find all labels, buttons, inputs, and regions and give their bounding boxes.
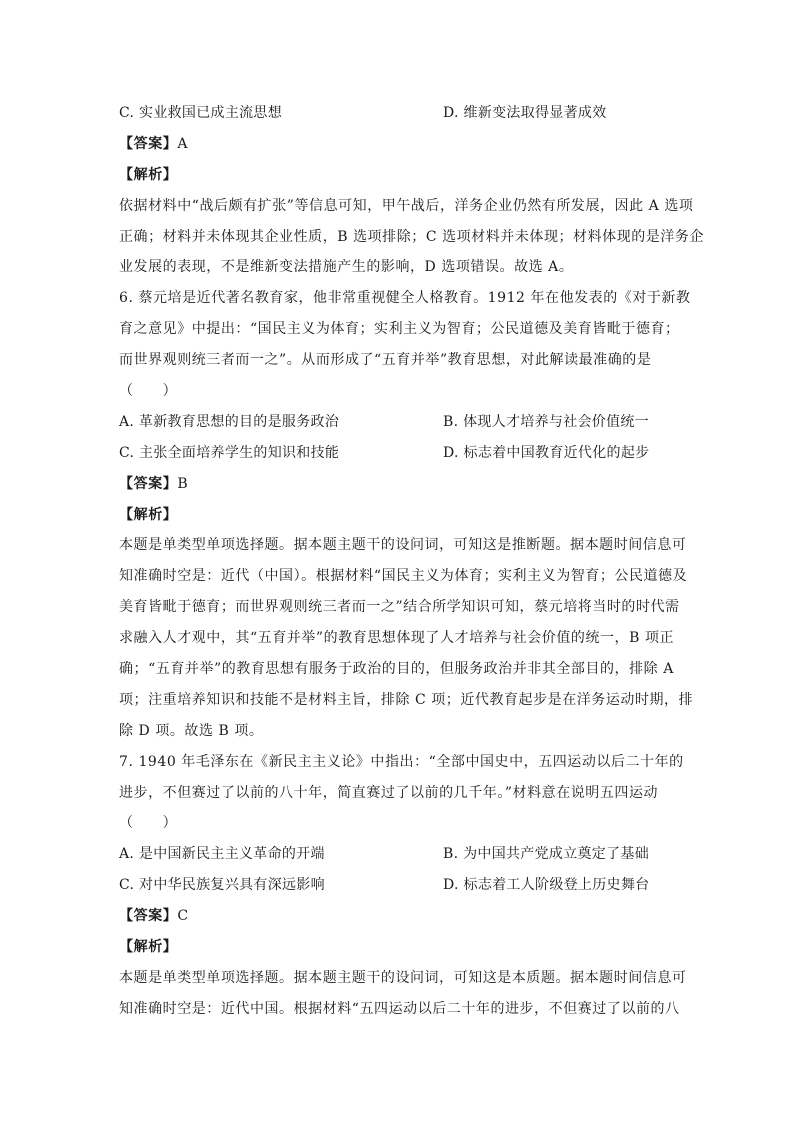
q7-analysis-heading — [119, 932, 679, 963]
q6-option-c[interactable]: C. 主张全面培养学生的知识和技能 — [119, 444, 340, 461]
analysis-label: 【解析】 — [119, 506, 178, 523]
q5-option-d[interactable]: D. 维新变法取得显著成效 — [443, 105, 607, 121]
analysis-label: 【解析】 — [119, 166, 178, 183]
answer-label: 【答案】 — [119, 475, 178, 492]
text-line: 美育皆毗于德育；而世界观则统三者而一之”结合所学知识可知，蔡元培将当时的时代需 — [119, 599, 680, 616]
q7-option-b[interactable]: B. 为中国共产党成立奠定了基础 — [443, 846, 649, 863]
text-line: 正确；材料并未体现其企业性质，B 选项排除；C 选项材料并未体现；材料体现的是洋务企 — [119, 228, 704, 245]
answer-blank: （ ） — [119, 815, 178, 832]
q5-analysis-heading — [119, 160, 679, 191]
q6-option-a[interactable]: A. 革新教育思想的目的是服务政治 — [119, 413, 340, 430]
q5-answer — [119, 129, 679, 160]
text-line: 确；“五育并举”的教育思想有服务于政治的目的，但服务政治并非其全部目的，排除 A — [119, 661, 674, 678]
answer-value: C — [177, 908, 189, 925]
q6-analysis-heading — [119, 500, 679, 531]
q5-options-row-cd — [119, 98, 679, 129]
q7-stem — [119, 747, 684, 840]
analysis-label: 【解析】 — [119, 939, 178, 956]
q6-option-d[interactable]: D. 标志着中国教育近代化的起步 — [443, 444, 650, 461]
text-line: 项；注重培养知识和技能不是材料主旨，排除 C 项；近代教育起步是在洋务运动时期，排 — [119, 691, 694, 708]
q6-answer — [119, 469, 679, 500]
q7-option-c[interactable]: C. 对中华民族复兴具有深远影响 — [119, 877, 325, 894]
answer-label: 【答案】 — [119, 135, 178, 152]
q7-answer — [119, 901, 679, 932]
text-line: 求融入人才观中，其“五育并举”的教育思想体现了人才培养与社会价值的统一，B 项正 — [119, 630, 675, 647]
text-line: 6. 蔡元培是近代著名教育家，他非常重视健全人格教育。1912 年在他发表的《对于新教 — [119, 290, 691, 307]
text-line: 而世界观则统三者而一之”。从而形成了“五育并举”教育思想，对此解读最准确的是 — [119, 352, 652, 369]
text-line: 除 D 项。故选 B 项。 — [119, 722, 264, 739]
text-line: 7. 1940 年毛泽东在《新民主主义论》中指出：“全部中国史中，五四运动以后二十年的 — [119, 753, 684, 770]
q6-analysis-text — [119, 530, 694, 746]
q5-option-c[interactable]: C. 实业救国已成主流思想 — [119, 105, 283, 121]
answer-value: A — [177, 135, 189, 152]
q7-analysis-text — [119, 963, 687, 1025]
text-line: 育之意见》中提出：“国民主义为体育；实利主义为智育；公民道德及美育皆毗于德育； — [119, 321, 680, 338]
q6-option-b[interactable]: B. 体现人才培养与社会价值统一 — [443, 413, 649, 430]
q6-options-row-ab — [119, 407, 679, 438]
text-line: 业发展的表现，不是维新变法措施产生的影响，D 选项错误。故选 A。 — [119, 259, 574, 276]
q7-options-row-ab — [119, 839, 679, 870]
q6-stem — [119, 283, 691, 407]
text-line: 知准确时空是：近代（中国）。根据材料“国民主义为体育；实利主义为智育；公民道德及 — [119, 568, 688, 585]
answer-label: 【答案】 — [119, 908, 178, 925]
answer-blank: （ ） — [119, 383, 178, 400]
q7-options-row-cd — [119, 870, 679, 901]
text-line: 进步，不但赛过了以前的八十年，简直赛过了以前的几千年。”材料意在说明五四运动 — [119, 784, 659, 801]
q7-option-d[interactable]: D. 标志着工人阶级登上历史舞台 — [443, 877, 650, 894]
text-line: 依据材料中“战后颇有扩张”等信息可知，甲午战后，洋务企业仍然有所发展，因此 A 选项 — [119, 197, 694, 214]
document-page — [119, 98, 704, 1025]
q7-option-a[interactable]: A. 是中国新民主主义革命的开端 — [119, 846, 325, 863]
q6-options-row-cd — [119, 438, 679, 469]
answer-value: B — [177, 475, 189, 492]
text-line: 本题是单类型单项选择题。据本题主题干的设问词，可知这是推断题。据本题时间信息可 — [119, 537, 687, 554]
q5-analysis-text — [119, 191, 704, 284]
text-line: 知准确时空是：近代中国。根据材料“五四运动以后二十年的进步，不但赛过了以前的八 — [119, 1000, 680, 1017]
text-line: 本题是单类型单项选择题。据本题主题干的设问词，可知这是本质题。据本题时间信息可 — [119, 969, 687, 986]
